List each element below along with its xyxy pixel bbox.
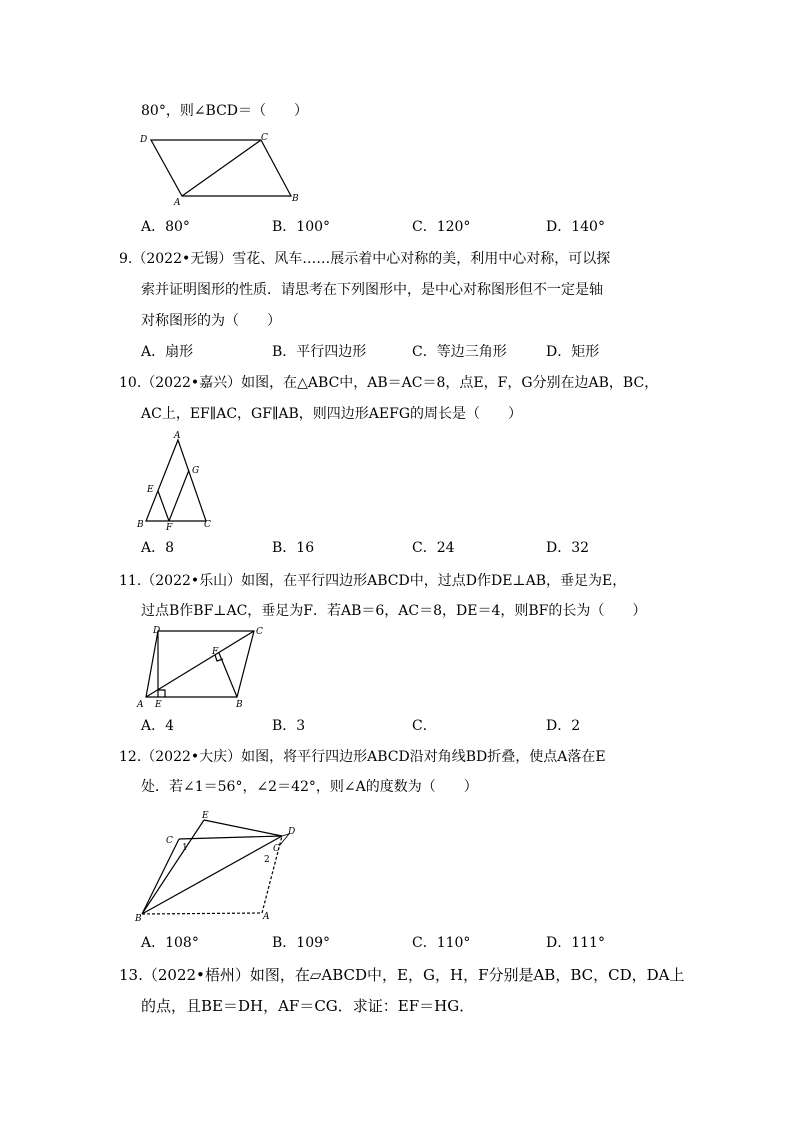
q12-stem-line-1: 12.（2022•大庆）如图，将平行四边形ABCD沿对角线BD折叠，使点A落在E [119, 749, 606, 765]
svg-text:C: C [273, 844, 280, 854]
q10-stem-line-1: 10.（2022•嘉兴）如图，在△ABC中，AB＝AC＝8，点E，F，G分别在边AB，BC， [119, 375, 659, 391]
q9-stem-line-2: 索并证明图形的性质．请思考在下列图形中，是中心对称图形但不一定是轴 [141, 282, 603, 298]
svg-text:B: B [135, 914, 142, 924]
q10-option-c[interactable]: C．24 [412, 540, 455, 556]
svg-text:A: A [137, 700, 144, 710]
q12-stem-line-2: 处．若∠1＝56°，∠2＝42°，则∠A的度数为（ ） [141, 779, 478, 795]
svg-text:1: 1 [182, 843, 188, 853]
q8-parallelogram-figure [134, 128, 309, 210]
q11-option-a[interactable]: A．4 [141, 718, 175, 734]
q8-option-d[interactable]: D．140° [546, 219, 605, 235]
q12-option-c[interactable]: C．110° [412, 935, 471, 951]
q11-parallelogram-figure [136, 624, 268, 712]
q8-option-c[interactable]: C．120° [412, 219, 471, 235]
svg-text:A: A [174, 198, 181, 208]
q12-option-b[interactable]: B．109° [272, 935, 331, 951]
svg-text:A: A [263, 912, 270, 922]
q11-stem-line-2: 过点B作BF⊥AC，垂足为F．若AB＝6，AC＝8，DE＝4，则BF的长为（ ） [141, 603, 647, 619]
svg-text:E: E [155, 700, 162, 710]
svg-text:B: B [292, 194, 299, 204]
q8-stem-tail: 80°，则∠BCD＝（ ） [141, 103, 309, 119]
q10-stem-line-2: AC上，EF∥AC，GF∥AB，则四边形AEFG的周长是（ ） [141, 406, 523, 422]
q9-option-c[interactable]: C．等边三角形 [412, 344, 507, 360]
q10-option-a[interactable]: A．8 [141, 540, 175, 556]
svg-text:F: F [212, 647, 219, 657]
q13-stem-line-2: 的点，且BE＝DH，AF＝CG．求证：EF＝HG． [141, 997, 475, 1015]
svg-text:2: 2 [264, 855, 270, 865]
q10-option-d[interactable]: D．32 [546, 540, 590, 556]
svg-text:C: C [204, 520, 211, 530]
q9-stem-line-1: 9.（2022•无锡）雪花、风车……展示着中心对称的美，利用中心对称，可以探 [119, 251, 611, 267]
q10-option-b[interactable]: B．16 [272, 540, 315, 556]
svg-text:F: F [166, 523, 173, 533]
svg-text:B: B [137, 520, 144, 530]
q12-option-a[interactable]: A．108° [141, 935, 199, 951]
svg-text:C: C [256, 627, 263, 637]
q11-option-c[interactable]: C． [412, 718, 437, 734]
q11-stem-line-1: 11.（2022•乐山）如图，在平行四边形ABCD中，过点D作DE⊥AB，垂足为E， [119, 573, 627, 589]
svg-text:D: D [288, 827, 296, 837]
q8-option-b[interactable]: B．100° [272, 219, 331, 235]
svg-text:G: G [192, 466, 200, 476]
svg-text:B: B [236, 700, 243, 710]
svg-text:A: A [174, 431, 181, 441]
svg-text:C: C [261, 133, 268, 143]
svg-text:E: E [202, 811, 209, 821]
q8-option-a[interactable]: A．80° [141, 219, 190, 235]
svg-text:E: E [147, 485, 154, 495]
svg-text:D: D [140, 135, 148, 145]
q11-option-d[interactable]: D．2 [546, 718, 581, 734]
q12-option-d[interactable]: D．111° [546, 935, 605, 951]
q9-stem-line-3: 对称图形的为（ ） [141, 313, 281, 329]
q10-triangle-figure [136, 428, 216, 532]
svg-text:D: D [153, 626, 161, 636]
q9-option-a[interactable]: A．扇形 [141, 344, 194, 360]
q9-option-b[interactable]: B．平行四边形 [272, 344, 367, 360]
q13-stem-line-1: 13.（2022•梧州）如图，在▱ABCD中，E，G，H，F分别是AB，BC，CD，DA上 [119, 966, 685, 984]
q11-option-b[interactable]: B．3 [272, 718, 306, 734]
svg-text:C: C [166, 836, 173, 846]
q9-option-d[interactable]: D．矩形 [546, 344, 600, 360]
q12-folded-parallelogram-figure [134, 806, 306, 924]
